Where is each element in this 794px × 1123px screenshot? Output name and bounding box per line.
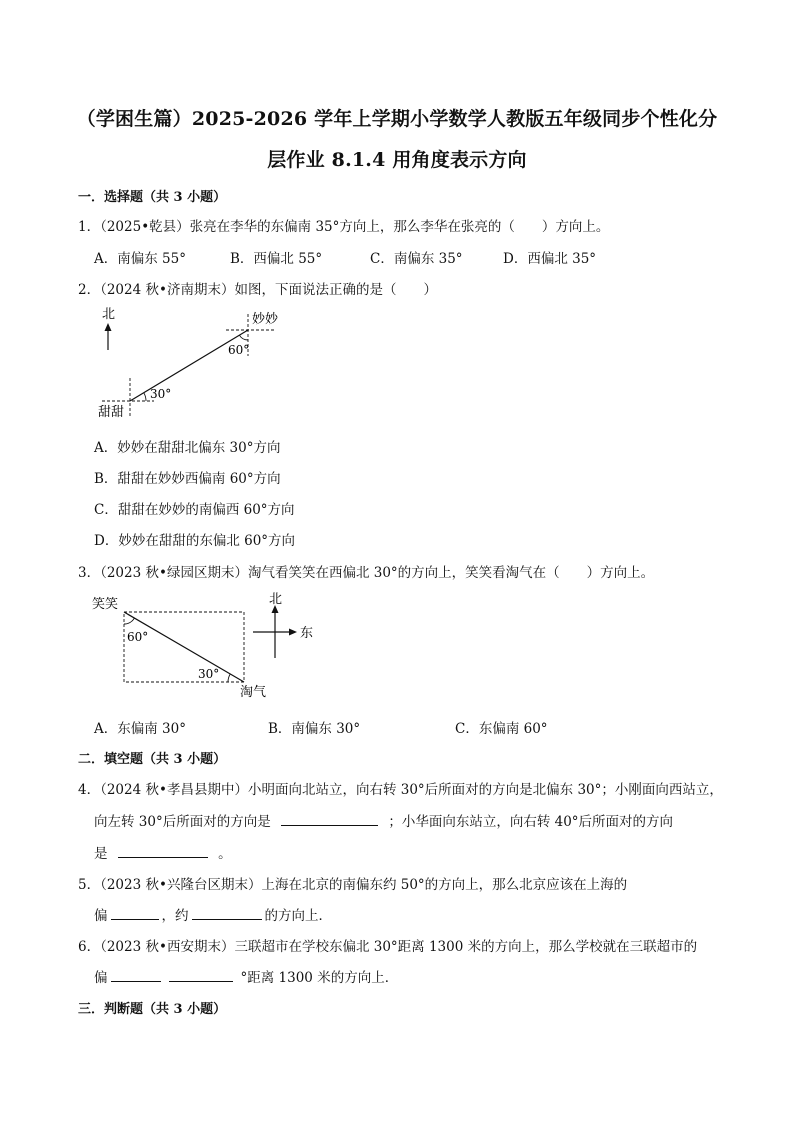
q5-text-a: 偏 xyxy=(94,908,108,924)
diagonal-line xyxy=(124,612,244,682)
angle-label-60: 60° xyxy=(228,343,250,357)
compass-east-arrow-icon xyxy=(289,629,297,636)
q2-option-a[interactable]: A．妙妙在甜甜北偏东 30°方向 xyxy=(94,440,281,456)
q4-answer-blank-2[interactable] xyxy=(118,843,208,858)
q6-answer-blank-2[interactable] xyxy=(169,967,233,982)
question-4-line-2 xyxy=(94,810,673,830)
q2-option-d[interactable]: D．妙妙在甜甜的东偏北 60°方向 xyxy=(94,533,296,549)
question-6-line-2 xyxy=(94,966,398,986)
angle-label-60: 60° xyxy=(127,630,149,644)
question-1-text: 1．（2025•乾县）张亮在李华的东偏南 35°方向上，那么李华在张亮的（ ）方向上。 xyxy=(78,219,610,235)
q1-option-b[interactable]: B．西偏北 55° xyxy=(230,251,323,267)
q5-text-b: ，约 xyxy=(161,908,189,924)
q1-option-d[interactable]: D．西偏北 35° xyxy=(503,251,597,267)
q4-answer-blank-1[interactable] xyxy=(281,811,378,826)
title-line-1: （学困生篇）2025-2026 学年上学期小学数学人教版五年级同步个性化分 xyxy=(76,108,718,130)
question-2-text: 2．（2024 秋•济南期末）如图，下面说法正确的是（ ） xyxy=(78,282,437,298)
miaomiao-label: 妙妙 xyxy=(252,312,279,327)
q3-option-a[interactable]: A．东偏南 30° xyxy=(94,721,186,737)
q1-option-c[interactable]: C．南偏东 35° xyxy=(370,251,463,267)
connecting-line xyxy=(130,330,248,401)
angle-label-30: 30° xyxy=(198,667,220,681)
q6-answer-blank-1[interactable] xyxy=(111,967,161,982)
xiaoxiao-label: 笑笑 xyxy=(92,597,119,612)
angle-arc-bottom-right xyxy=(228,674,230,682)
question-3-figure xyxy=(92,586,332,702)
section-judge-heading: 三．判断题（共 3 小题） xyxy=(78,1002,227,1017)
q4-text-d: 。 xyxy=(218,846,232,862)
q5-answer-blank-1[interactable] xyxy=(111,905,159,920)
question-6-line-1: 6．（2023 秋•西安期末）三联超市在学校东偏北 30°距离 1300 米的方向上，那么学校就在三联超市的 xyxy=(78,939,698,955)
tiantian-label: 甜甜 xyxy=(98,405,125,420)
angle-arc-top-left xyxy=(124,618,134,624)
q4-text-c: 是 xyxy=(94,846,108,862)
q5-answer-blank-2[interactable] xyxy=(192,905,262,920)
question-4-line-1: 4．（2024 秋•孝昌县期中）小明面向北站立，向右转 30°后所面对的方向是北偏东 30°；小刚面向西站立， xyxy=(78,782,723,798)
question-5-line-2 xyxy=(94,904,332,924)
angle-arc-top xyxy=(239,335,248,340)
north-label: 北 xyxy=(102,307,116,322)
q2-option-c[interactable]: C．甜甜在妙妙的南偏西 60°方向 xyxy=(94,502,295,518)
question-4-line-3 xyxy=(94,842,232,862)
question-3-options xyxy=(94,717,548,737)
question-1-options xyxy=(94,247,596,267)
compass-north-label: 北 xyxy=(269,592,283,607)
question-3-text: 3．（2023 秋•绿园区期末）淘气看笑笑在西偏北 30°的方向上，笑笑看淘气在（ ）方向上。 xyxy=(78,565,655,581)
q4-text-b: ；小华面向东站立，向右转 40°后所面对的方向 xyxy=(388,814,674,830)
q2-option-b[interactable]: B．甜甜在妙妙西偏南 60°方向 xyxy=(94,471,281,487)
q6-text-a: 偏 xyxy=(94,970,108,986)
q3-option-c[interactable]: C．东偏南 60° xyxy=(455,721,548,737)
north-arrow-icon xyxy=(105,323,112,331)
section-fill-heading: 二．填空题（共 3 小题） xyxy=(78,752,227,767)
angle-arc-bottom xyxy=(144,393,146,401)
compass-east-label: 东 xyxy=(300,626,314,641)
q5-text-c: 的方向上． xyxy=(264,908,332,924)
angle-label-30: 30° xyxy=(150,387,172,401)
taoqi-label: 淘气 xyxy=(240,685,267,700)
title-line-2: 层作业 8.1.4 用角度表示方向 xyxy=(267,149,527,171)
section-choice-heading: 一．选择题（共 3 小题） xyxy=(78,190,227,205)
question-2-figure xyxy=(94,300,294,425)
q4-text-a: 向左转 30°后所面对的方向是 xyxy=(94,814,271,830)
q3-option-b[interactable]: B．南偏东 30° xyxy=(268,721,361,737)
q6-text-b: °距离 1300 米的方向上． xyxy=(240,970,399,986)
question-5-line-1: 5．（2023 秋•兴隆台区期末）上海在北京的南偏东约 50°的方向上，那么北京应该在上海的 xyxy=(78,877,628,893)
q1-option-a[interactable]: A．南偏东 55° xyxy=(94,251,186,267)
